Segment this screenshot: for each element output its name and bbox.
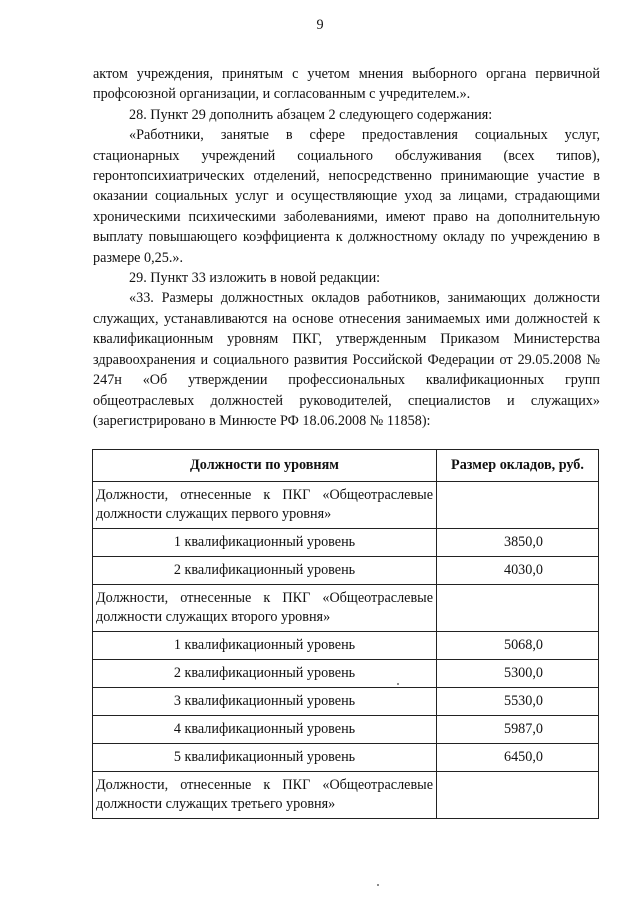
level-cell: 2 квалификационный уровень: [93, 660, 437, 688]
column-header-positions: Должности по уровням: [93, 450, 437, 482]
paragraph: «Работники, занятые в сфере предоставления социальных услуг, стационарных учреждений социального обслуживания (всех типов), геронтопсихиатрических отделений, непосредственно принимающие участие в оказании социальных услуг и осуществляющие уход за лицами, страдающими хроническими психическими заболеваниями, имеют право на дополнительную выплату повышающего коэффициента к должностному окладу по учреждению в размере 0,25.».: [93, 127, 600, 266]
paragraph: 29. Пункт 33 изложить в новой редакции:: [129, 270, 381, 287]
salary-cell: 3850,0: [437, 529, 599, 557]
level-cell: 1 квалификационный уровень: [93, 632, 437, 660]
level-cell: 3 квалификационный уровень: [93, 688, 437, 716]
level-cell: 1 квалификационный уровень: [93, 529, 437, 557]
salary-cell: [437, 772, 599, 819]
level-cell: 4 квалификационный уровень: [93, 716, 437, 744]
salary-cell: 5068,0: [437, 632, 599, 660]
column-header-salary: Размер окладов, руб.: [437, 450, 599, 482]
table-row: [93, 482, 599, 529]
salary-table: [92, 449, 599, 819]
salary-cell: 5987,0: [437, 716, 599, 744]
level-cell: 5 квалификационный уровень: [93, 744, 437, 772]
table-row: [93, 632, 599, 660]
table-header-row: [93, 450, 599, 482]
table-row: [93, 585, 599, 632]
table-row: [93, 772, 599, 819]
scan-speck: [397, 683, 399, 685]
salary-cell: 4030,0: [437, 557, 599, 585]
scan-speck: [377, 884, 379, 886]
table-row: [93, 716, 599, 744]
table-row: [93, 557, 599, 585]
group-cell: Должности, отнесенные к ПКГ «Общеотраслевые должности служащих первого уровня»: [93, 482, 437, 529]
table-row: [93, 660, 599, 688]
group-cell: Должности, отнесенные к ПКГ «Общеотраслевые должности служащих второго уровня»: [93, 585, 437, 632]
body-text: [93, 64, 600, 431]
salary-cell: [437, 585, 599, 632]
salary-cell: 5300,0: [437, 660, 599, 688]
table-row: [93, 529, 599, 557]
table-row: [93, 688, 599, 716]
paragraph: «33. Размеры должностных окладов работников, занимающих должности служащих, устанавливаются на основе отнесения занимаемых ими должностей к квалификационным уровням ПКГ, утвержденным Приказом Министерства здравоохранения и социального развития Российской Федерации от 29.05.2008 № 247н «Об утверждении профессиональных квалификационных групп общеотраслевых должностей руководителей, специалистов и служащих» (зарегистрировано в Минюсте РФ 18.06.2008 № 11858):: [93, 290, 600, 429]
paragraph: 28. Пункт 29 дополнить абзацем 2 следующего содержания:: [129, 106, 493, 123]
salary-cell: 5530,0: [437, 688, 599, 716]
level-cell: 2 квалификационный уровень: [93, 557, 437, 585]
salary-cell: [437, 482, 599, 529]
table-row: [93, 744, 599, 772]
group-cell: Должности, отнесенные к ПКГ «Общеотраслевые должности служащих третьего уровня»: [93, 772, 437, 819]
page-number: 9: [316, 17, 324, 33]
salary-cell: 6450,0: [437, 744, 599, 772]
paragraph: актом учреждения, принятым с учетом мнения выборного органа первичной профсоюзной организации, и согласованным с учредителем.».: [93, 66, 600, 103]
